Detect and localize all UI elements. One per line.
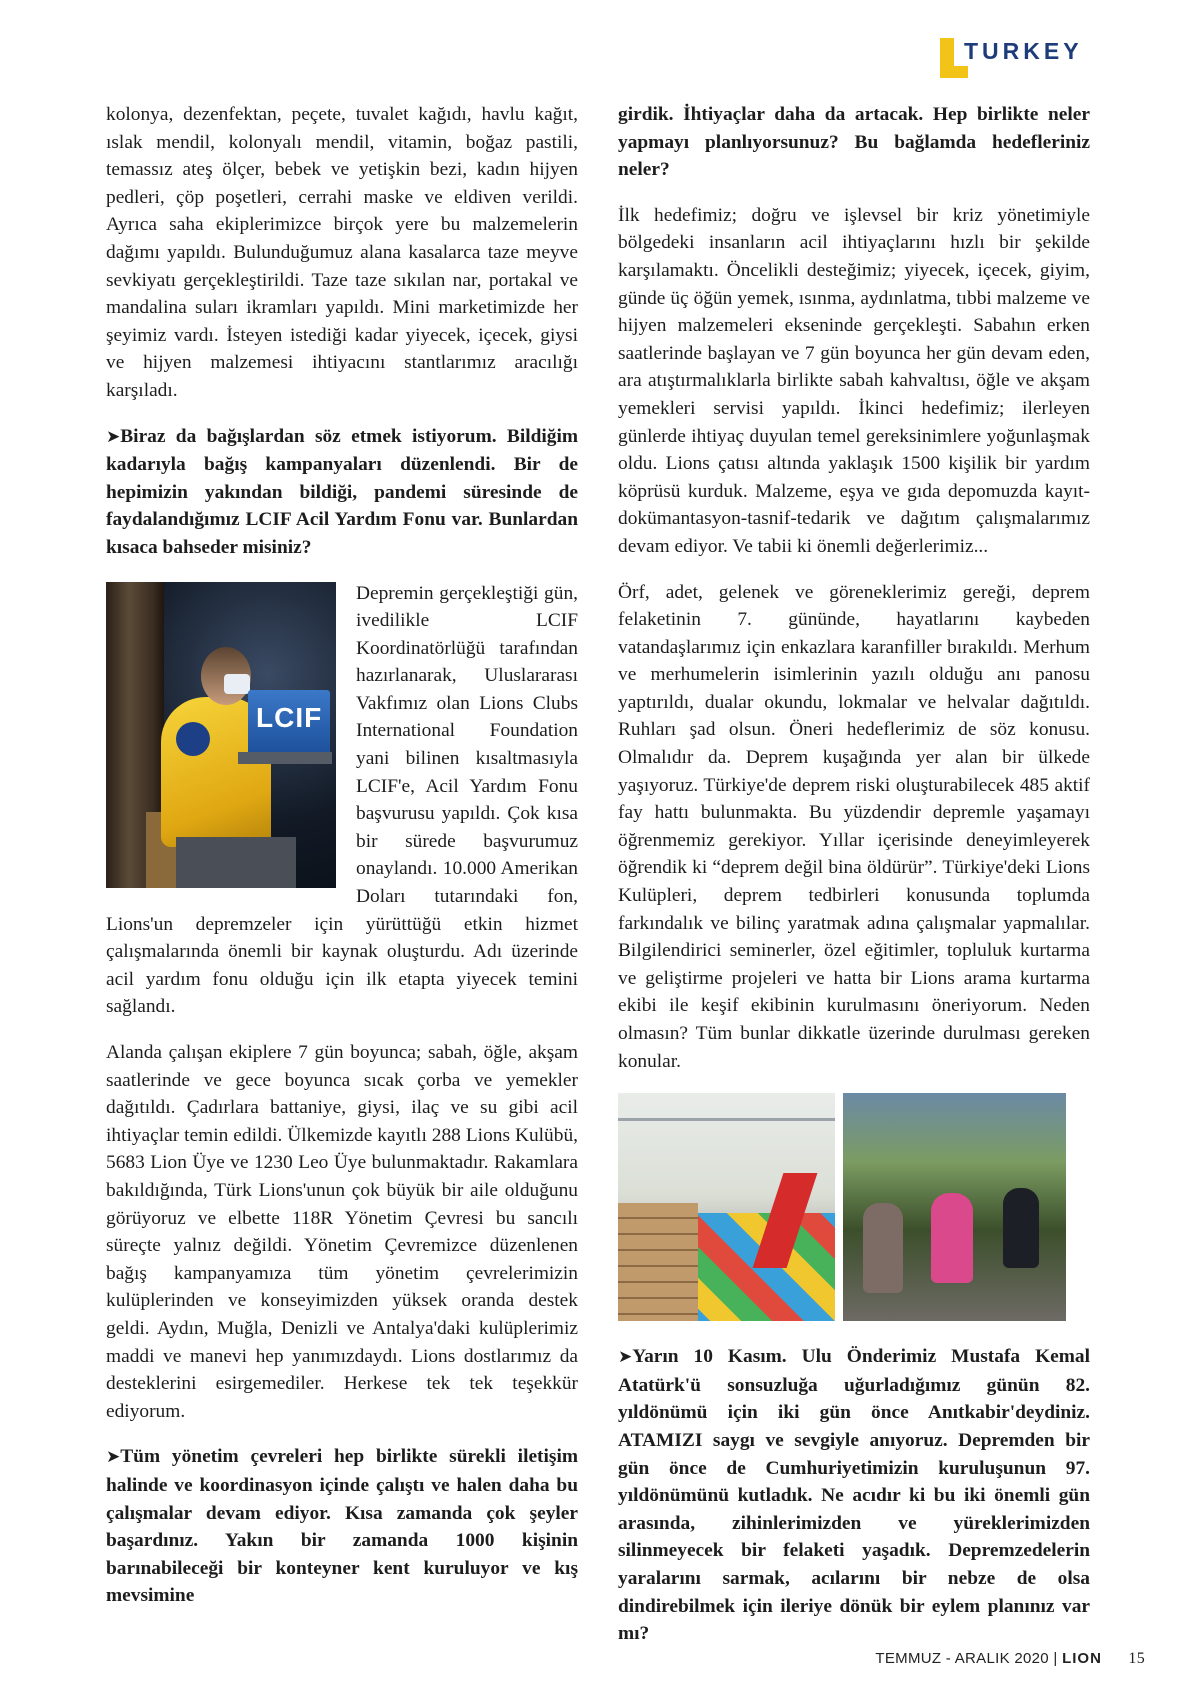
photo-lcif-volunteer <box>106 582 336 888</box>
paragraph: kolonya, dezenfektan, peçete, tuvalet kağıdı, havlu kağıt, ıslak mendil, kolonyalı mendil, vitamin, boğaz pastili, temassız ateş ölçer, bebek ve yetişkin bezi, kadın hijyen pedleri, çöp poşetleri, cerrahi maske ve eldiven verildi. Ayrıca saha ekiplerimizce birçok yere bu malzemelerin dağımı yapıldı. Bulunduğumuz alana kasalarca taze meyve sevkiyatı gerçekleştirildi. Taze taze sıkılan nar, portakal ve mandalina suları ikramları yapıldı. Mini marketimizde her şeyimiz vardı. İsteyen istediği kadar yiyecek, içecek, giysi ve hijyen malzemesi ihtiyacını stantlarımız aracılığı karşıladı. <box>106 104 578 401</box>
left-column <box>106 101 578 1628</box>
tent-frame <box>618 1118 835 1121</box>
lcif-screen-text: LCIF <box>256 701 323 733</box>
paragraph: İlk hedefimiz; doğru ve işlevsel bir kriz yönetimiyle bölgedeki insanların acil ihtiyaçlarını hızlı bir şekilde karşılamaktı. Öncelikli desteğimiz; yiyecek, içecek, giyim, günde üç öğün yemek, ısınma, aydınlatma, tıbbi malzeme ve hijyen malzemeleri ekseninde gerçekleşti. Sabahın erken saatlerinde başlayan ve 7 gün boyunca her gün devam eden, ara atıştırmalıklarla birlikte sabah kahvaltısı, öğle ve akşam yemekleri servisi yapıldı. İkinci hedefimiz; ilerleyen günlerde ihtiyaç duyulan temel gereksinimlere yoğunlaşmak oldu. Lions çatısı altında yaklaşık 1500 kişilik bir yardım köprüsü kurduk. Malzeme, eşya ve gıda depomuzda kayıt-dokümantasyon-tasnif-tedarik ve dağıtım çalışmalarımız devam ediyor. Ve tabii ki önemli değerlerimiz... <box>618 204 1090 557</box>
page-footer <box>875 1650 1145 1668</box>
question-text: Tüm yönetim çevreleri hep birlikte sürekli iletişim halinde ve koordinasyon içinde çalıştı ve halen daha bu çalışmalar devam ediyor. Kısa zamanda çok şeyler başardınız. Yakın bir zamanda 1000 kişinin barınabileceği bir konteyner kent kuruluyor ve kış mevsimine <box>106 1446 578 1607</box>
question-text: Yarın 10 Kasım. Ulu Önderimiz Mustafa Kemal Atatürk'ü sonsuzluğa uğurladığımız günün 82. yıldönümü için iki gün önce Anıtkabir'deydiniz. ATAMIZI saygı ve sevgiyle anıyoruz. Depremden bir gün önce de Cumhuriyetimizin kuruluşunun 97. yıldönümünü kutladık. Ne acıdır ki bu iki önemli gün arasında, zihinlerimizden ve yüreklerimizden silinmeyecek bir felaketi yaşadık. Depremzedelerin yaralarını sarmak, acılarını bir nebze de olsa dindirebilmek için ileriye dönük bir eylem planınız var mı? <box>618 1346 1090 1645</box>
photo-children-playing <box>843 1093 1066 1321</box>
arrow-icon: ➤ <box>106 1447 121 1468</box>
right-column <box>618 101 1090 1666</box>
paragraph: Depremin gerçekleştiği gün, ivedilikle LCIF Koordinatörlüğü tarafından hazırlanarak, Uluslararası Vakfımız olan Lions Clubs International Foundation yani bilinen kısaltmasıyla LCIF'e, Acil Yardım Fonu başvurusu yapıldı. Çok kısa bir sürede başvurumuz onaylandı. 10.000 Amerikan Doları tutarındaki fon, Lions'un depremzeler için yürüttüğü etkin hizmet çalışmalarında önemli bir kaynak oluşturdu. Adı üzerinde acil yardım fonu olduğu için ilk etapta yiyecek temini sağlandı. <box>106 582 578 1018</box>
question <box>106 423 578 562</box>
logo-mark-foot <box>940 66 968 78</box>
issue-date: TEMMUZ - ARALIK 2020 <box>875 1650 1049 1667</box>
paragraph: Örf, adet, gelenek ve göreneklerimiz gereği, deprem felaketinin 7. gününde, hayatlarını kaybeden vatandaşlarımız için enkazlara karanfiller bırakıldı. Merhum ve merhumelerin isimlerinin yazılı olduğu anı panosu yaptırıldı, dualar okundu, lokmalar ve helvalar dağıtıldı. Ruhları şad olsun. Öneri hedeflerimiz de söz konusu. Olmalıdır da. Deprem kuşağında yer alan bir ülkede yaşıyoruz. Türkiye'de deprem riski oluşturabilecek 485 aktif fay hattı bulunmakta. Bu yüzdendir depremle yaşamayı öğrenmemiz gerekiyor. Yıllar içerisinde deneyimleyerek öğrendik ki “deprem değil bina öldürür”. Türkiye'deki Lions Kulüpleri, deprem tedbirleri konusunda toplumda farkındalık ve bilinç yaratmak adına çalışmalar yapmalılar. Bilgilendirici seminerler, özel eğitimler, topluluk kurtarma ve geliştirme projeleri ve hatta bir Lions arama kurtarma ekibi ile keşif ekibinin kurulmasını öneriyorum. Neden olmasın? Tüm bunlar dikkatle üzerinde durulması gereken konular. <box>618 581 1090 1072</box>
footer-separator: | <box>1053 1650 1058 1667</box>
paragraph: Alanda çalışan ekiplere 7 gün boyunca; sabah, öğle, akşam saatlerinde ve gece boyunca sıcak çorba ve yemekler dağıtıldı. Çadırlara battaniye, giysi, ilaç ve su gibi acil ihtiyaçlar temin edildi. Ülkemizde kayıtlı 288 Lions Kulübü, 5683 Lion Üye ve 1230 Leo Üye bulunmaktadır. Rakamlara bakıldığında, Türk Lions'unun çok büyük bir aile olduğunu görüyoruz ve elbette 118R Yönetim Çevresi bu sancılı süreçte yalnız değildi. Yönetim Çevremizce düzenlenen bağış kampanyamıza tüm yönetim çevrelerimizin kulüplerinden ve konseyimizden yüksek oranda destek geldi. Aydın, Muğla, Denizli ve Antalya'daki kulüplerimiz maddi ve manevi hep yanımızdaydı. Lions dostlarımız da desteklerini esirgemediler. Herkese tek tek teşekkür ediyorum. <box>106 1042 578 1422</box>
question-text: Biraz da bağışlardan söz etmek istiyorum. Bildiğim kadarıyla bağış kampanyaları düzenlendi. Bir de hepimizin yakından bildiği, pandemi süresinde de faydalandığımız LCIF Acil Yardım Fonu var. Bunlardan kısaca bahseder misiniz? <box>106 425 578 558</box>
child-figure <box>931 1193 973 1283</box>
question <box>106 1443 578 1610</box>
logo-text: TURKEY <box>964 38 1083 64</box>
magazine-name: LION <box>1062 1650 1102 1667</box>
face-mask <box>224 674 250 694</box>
turkey-logo <box>940 34 1100 74</box>
child-figure <box>863 1203 903 1293</box>
photo-tent-playground <box>618 1093 835 1321</box>
child-figure <box>1003 1188 1039 1268</box>
arrow-icon: ➤ <box>106 426 121 447</box>
laptop-base <box>238 752 332 764</box>
volunteer-legs <box>176 837 296 888</box>
question-continued: girdik. İhtiyaçlar daha da artacak. Hep birlikte neler yapmayı planlıyorsunuz? Bu bağlamda hedefleriniz neler? <box>618 104 1090 181</box>
arrow-icon: ➤ <box>618 1347 633 1368</box>
photo-strip <box>618 1093 1066 1321</box>
pizza-boxes <box>618 1203 698 1321</box>
lions-badge-icon <box>176 722 210 756</box>
page-number: 15 <box>1128 1650 1145 1667</box>
question <box>618 1343 1090 1648</box>
